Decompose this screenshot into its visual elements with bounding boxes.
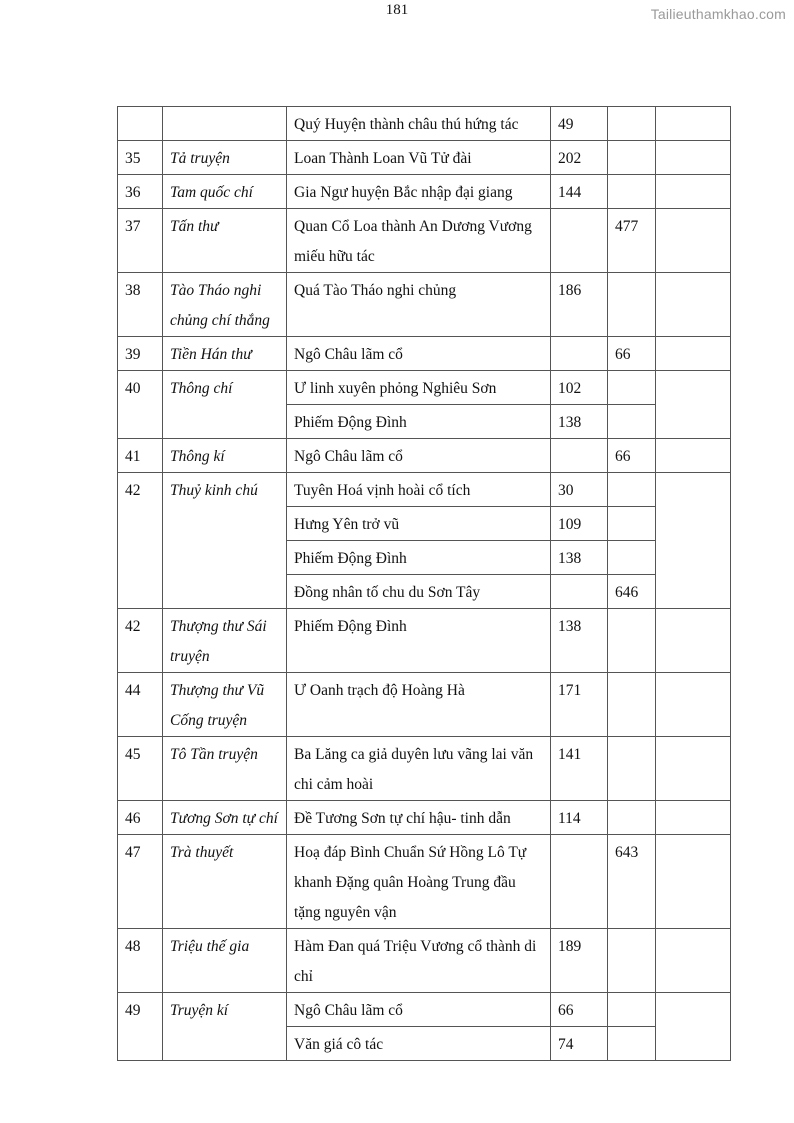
empty-cell <box>656 673 731 737</box>
source-title <box>163 107 287 141</box>
empty-cell <box>656 609 731 673</box>
table-row <box>118 929 731 993</box>
source-title: Thuỷ kinh chú <box>163 473 287 609</box>
poem-title: Loan Thành Loan Vũ Tử đài <box>287 141 551 175</box>
poem-title: Ngô Châu lãm cổ <box>287 337 551 371</box>
poem-title: Quá Tào Tháo nghi chủng <box>287 273 551 337</box>
source-title: Thượng thư Sái truyện <box>163 609 287 673</box>
ref-page-a: 109 <box>551 507 608 541</box>
source-title: Tương Sơn tự chí <box>163 801 287 835</box>
poem-title: Đồng nhân tố chu du Sơn Tây <box>287 575 551 609</box>
ref-page-b <box>608 1027 656 1061</box>
source-title: Tam quốc chí <box>163 175 287 209</box>
empty-cell <box>656 337 731 371</box>
empty-cell <box>656 929 731 993</box>
ref-page-a: 49 <box>551 107 608 141</box>
table-row <box>118 737 731 801</box>
ref-page-b: 646 <box>608 575 656 609</box>
table-row <box>118 439 731 473</box>
table-row <box>118 337 731 371</box>
ref-page-a: 141 <box>551 737 608 801</box>
source-title: Trà thuyết <box>163 835 287 929</box>
empty-cell <box>656 835 731 929</box>
poem-title: Văn giá cô tác <box>287 1027 551 1061</box>
ref-page-a: 30 <box>551 473 608 507</box>
reference-table <box>117 106 731 1061</box>
table-row <box>118 273 731 337</box>
poem-title: Gia Ngư huyện Bắc nhập đại giang <box>287 175 551 209</box>
ref-page-b <box>608 801 656 835</box>
poem-title: Ba Lăng ca giả duyên lưu vãng lai văn chi cảm hoài <box>287 737 551 801</box>
ref-page-a: 138 <box>551 541 608 575</box>
poem-title: Quan Cổ Loa thành An Dương Vương miếu hữu tác <box>287 209 551 273</box>
row-number: 39 <box>118 337 163 371</box>
ref-page-a: 144 <box>551 175 608 209</box>
source-title: Triệu thế gia <box>163 929 287 993</box>
table-row <box>118 141 731 175</box>
ref-page-b <box>608 273 656 337</box>
table-row <box>118 175 731 209</box>
poem-title: Hàm Đan quá Triệu Vương cổ thành di chỉ <box>287 929 551 993</box>
watermark: Tailieuthamkhao.com <box>650 6 786 22</box>
row-number: 37 <box>118 209 163 273</box>
ref-page-a <box>551 575 608 609</box>
table-row <box>118 609 731 673</box>
source-title: Thông chí <box>163 371 287 439</box>
poem-title: Ư linh xuyên phỏng Nghiêu Sơn <box>287 371 551 405</box>
source-title: Tô Tần truyện <box>163 737 287 801</box>
poem-title: Hoạ đáp Bình Chuẩn Sứ Hồng Lô Tự khanh Đặng quân Hoàng Trung đầu tặng nguyên vận <box>287 835 551 929</box>
poem-title: Tuyên Hoá vịnh hoài cổ tích <box>287 473 551 507</box>
ref-page-a: 66 <box>551 993 608 1027</box>
table-row <box>118 993 731 1027</box>
ref-page-b <box>608 993 656 1027</box>
empty-cell <box>656 371 731 439</box>
ref-page-b <box>608 737 656 801</box>
ref-page-a: 189 <box>551 929 608 993</box>
empty-cell <box>656 141 731 175</box>
ref-page-b <box>608 405 656 439</box>
row-number: 47 <box>118 835 163 929</box>
ref-page-a: 74 <box>551 1027 608 1061</box>
poem-title: Phiếm Động Đình <box>287 541 551 575</box>
poem-title: Phiếm Động Đình <box>287 405 551 439</box>
poem-title: Ngô Châu lãm cổ <box>287 439 551 473</box>
ref-page-b <box>608 507 656 541</box>
source-title: Thượng thư Vũ Cống truyện <box>163 673 287 737</box>
ref-page-b: 66 <box>608 337 656 371</box>
table-row <box>118 209 731 273</box>
table-row <box>118 801 731 835</box>
empty-cell <box>656 801 731 835</box>
ref-page-b <box>608 673 656 737</box>
table-row <box>118 107 731 141</box>
source-title: Thông kí <box>163 439 287 473</box>
ref-page-a: 186 <box>551 273 608 337</box>
row-number: 42 <box>118 609 163 673</box>
ref-page-a: 202 <box>551 141 608 175</box>
row-number: 42 <box>118 473 163 609</box>
ref-page-a: 102 <box>551 371 608 405</box>
ref-page-b: 643 <box>608 835 656 929</box>
source-title: Tào Tháo nghi chủng chí thắng <box>163 273 287 337</box>
ref-page-a <box>551 337 608 371</box>
row-number: 46 <box>118 801 163 835</box>
ref-page-a <box>551 209 608 273</box>
ref-page-b: 66 <box>608 439 656 473</box>
empty-cell <box>656 175 731 209</box>
row-number: 41 <box>118 439 163 473</box>
ref-page-a: 171 <box>551 673 608 737</box>
poem-title: Ngô Châu lãm cổ <box>287 993 551 1027</box>
ref-page-a: 114 <box>551 801 608 835</box>
source-title: Tả truyện <box>163 141 287 175</box>
ref-page-b <box>608 175 656 209</box>
row-number: 40 <box>118 371 163 439</box>
ref-page-a <box>551 835 608 929</box>
ref-page-b <box>608 609 656 673</box>
ref-page-b <box>608 371 656 405</box>
page-number: 181 <box>385 2 409 18</box>
poem-title: Phiếm Động Đình <box>287 609 551 673</box>
poem-title: Ư Oanh trạch độ Hoàng Hà <box>287 673 551 737</box>
table-row <box>118 473 731 507</box>
row-number: 45 <box>118 737 163 801</box>
empty-cell <box>656 473 731 609</box>
ref-page-a: 138 <box>551 405 608 439</box>
empty-cell <box>656 439 731 473</box>
source-title: Tấn thư <box>163 209 287 273</box>
empty-cell <box>656 993 731 1061</box>
source-title: Tiền Hán thư <box>163 337 287 371</box>
ref-page-a: 138 <box>551 609 608 673</box>
poem-title: Đề Tương Sơn tự chí hậu- tinh dẫn <box>287 801 551 835</box>
ref-page-b <box>608 929 656 993</box>
row-number: 44 <box>118 673 163 737</box>
row-number: 36 <box>118 175 163 209</box>
table-row <box>118 835 731 929</box>
row-number: 49 <box>118 993 163 1061</box>
empty-cell <box>656 737 731 801</box>
row-number <box>118 107 163 141</box>
empty-cell <box>656 107 731 141</box>
poem-title: Hưng Yên trở vũ <box>287 507 551 541</box>
table-row <box>118 673 731 737</box>
ref-page-b <box>608 541 656 575</box>
ref-page-b <box>608 107 656 141</box>
ref-page-b <box>608 141 656 175</box>
table-row <box>118 371 731 405</box>
ref-page-b: 477 <box>608 209 656 273</box>
row-number: 48 <box>118 929 163 993</box>
poem-title: Quý Huyện thành châu thú hứng tác <box>287 107 551 141</box>
row-number: 35 <box>118 141 163 175</box>
ref-page-a <box>551 439 608 473</box>
row-number: 38 <box>118 273 163 337</box>
source-title: Truyện kí <box>163 993 287 1061</box>
empty-cell <box>656 209 731 273</box>
empty-cell <box>656 273 731 337</box>
ref-page-b <box>608 473 656 507</box>
